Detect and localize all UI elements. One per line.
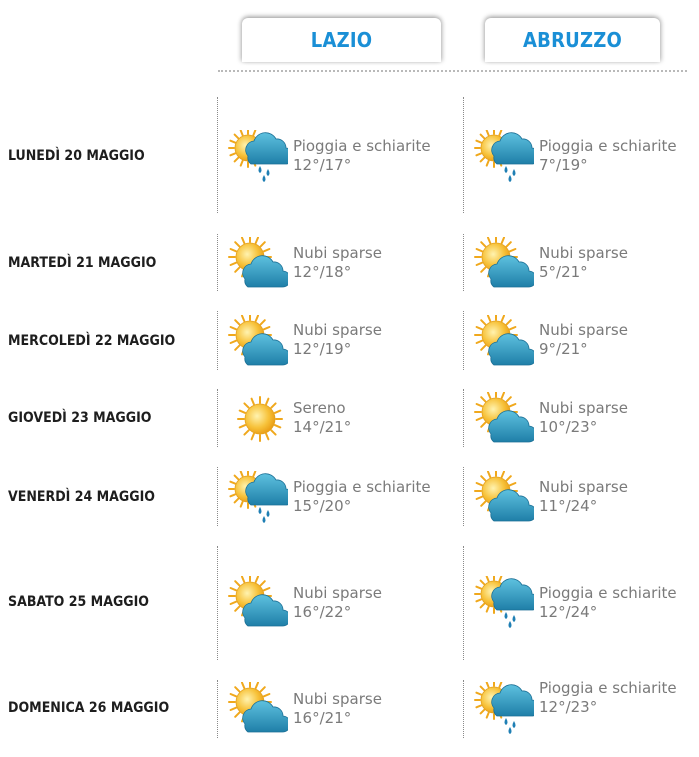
condition-text: Pioggia e schiarite (539, 137, 677, 155)
condition-text: Pioggia e schiarite (539, 679, 677, 697)
condition-text: Nubi sparse (539, 478, 628, 496)
sun-cloud-icon (474, 237, 534, 291)
sun-cloud-rain-icon (474, 576, 534, 630)
sun-cloud-rain-icon (228, 471, 288, 525)
forecast-cell-lazio (217, 234, 458, 291)
temperature-range: 11°/24° (539, 497, 598, 515)
forecast-cell-lazio (217, 467, 458, 526)
day-label: DOMENICA 26 MAGGIO (8, 700, 170, 716)
day-label: MARTEDÌ 21 MAGGIO (8, 255, 157, 271)
day-label: GIOVEDÌ 23 MAGGIO (8, 410, 152, 426)
sun-cloud-icon (474, 471, 534, 525)
condition-text: Nubi sparse (293, 244, 382, 262)
sun-cloud-icon (228, 682, 288, 736)
condition-text: Pioggia e schiarite (293, 137, 431, 155)
condition-text: Nubi sparse (539, 321, 628, 339)
condition-text: Sereno (293, 399, 346, 417)
forecast-cell-abruzzo (463, 680, 694, 738)
tab-abruzzo[interactable] (485, 18, 660, 62)
sun-cloud-rain-icon (474, 130, 534, 184)
temperature-range: 12°/19° (293, 340, 352, 358)
forecast-cell-lazio (217, 680, 458, 738)
day-label: LUNEDÌ 20 MAGGIO (8, 148, 145, 164)
temperature-range: 12°/24° (539, 603, 598, 621)
forecast-cell-abruzzo (463, 467, 694, 526)
condition-text: Nubi sparse (293, 690, 382, 708)
condition-text: Nubi sparse (293, 584, 382, 602)
forecast-cell-lazio (217, 389, 458, 447)
tab-abruzzo-label: ABRUZZO (523, 28, 622, 52)
temperature-range: 15°/20° (293, 497, 352, 515)
day-label: MERCOLEDÌ 22 MAGGIO (8, 333, 176, 349)
tab-lazio-label: LAZIO (310, 28, 373, 52)
temperature-range: 12°/18° (293, 263, 352, 281)
condition-text: Nubi sparse (539, 244, 628, 262)
temperature-range: 16°/22° (293, 603, 352, 621)
forecast-cell-abruzzo (463, 97, 694, 213)
temperature-range: 14°/21° (293, 418, 352, 436)
forecast-cell-abruzzo (463, 311, 694, 370)
sun-cloud-icon (228, 237, 288, 291)
sun-cloud-icon (228, 315, 288, 369)
temperature-range: 12°/17° (293, 156, 352, 174)
sun-cloud-rain-icon (474, 682, 534, 736)
sun-cloud-icon (474, 315, 534, 369)
sun-cloud-icon (474, 392, 534, 446)
forecast-cell-abruzzo (463, 389, 694, 447)
sun-cloud-rain-icon (228, 130, 288, 184)
condition-text: Pioggia e schiarite (293, 478, 431, 496)
day-label: VENERDÌ 24 MAGGIO (8, 489, 155, 505)
forecast-cell-lazio (217, 546, 458, 660)
temperature-range: 9°/21° (539, 340, 588, 358)
forecast-cell-lazio (217, 97, 458, 213)
condition-text: Pioggia e schiarite (539, 584, 677, 602)
sun-icon (228, 392, 288, 446)
temperature-range: 5°/21° (539, 263, 588, 281)
condition-text: Nubi sparse (293, 321, 382, 339)
temperature-range: 12°/23° (539, 698, 598, 716)
temperature-range: 16°/21° (293, 709, 352, 727)
forecast-cell-abruzzo (463, 546, 694, 660)
header-divider (218, 70, 687, 72)
temperature-range: 10°/23° (539, 418, 598, 436)
day-label: SABATO 25 MAGGIO (8, 594, 150, 610)
sun-cloud-icon (228, 576, 288, 630)
forecast-cell-abruzzo (463, 234, 694, 291)
forecast-cell-lazio (217, 311, 458, 370)
temperature-range: 7°/19° (539, 156, 588, 174)
tab-lazio[interactable] (242, 18, 441, 62)
condition-text: Nubi sparse (539, 399, 628, 417)
